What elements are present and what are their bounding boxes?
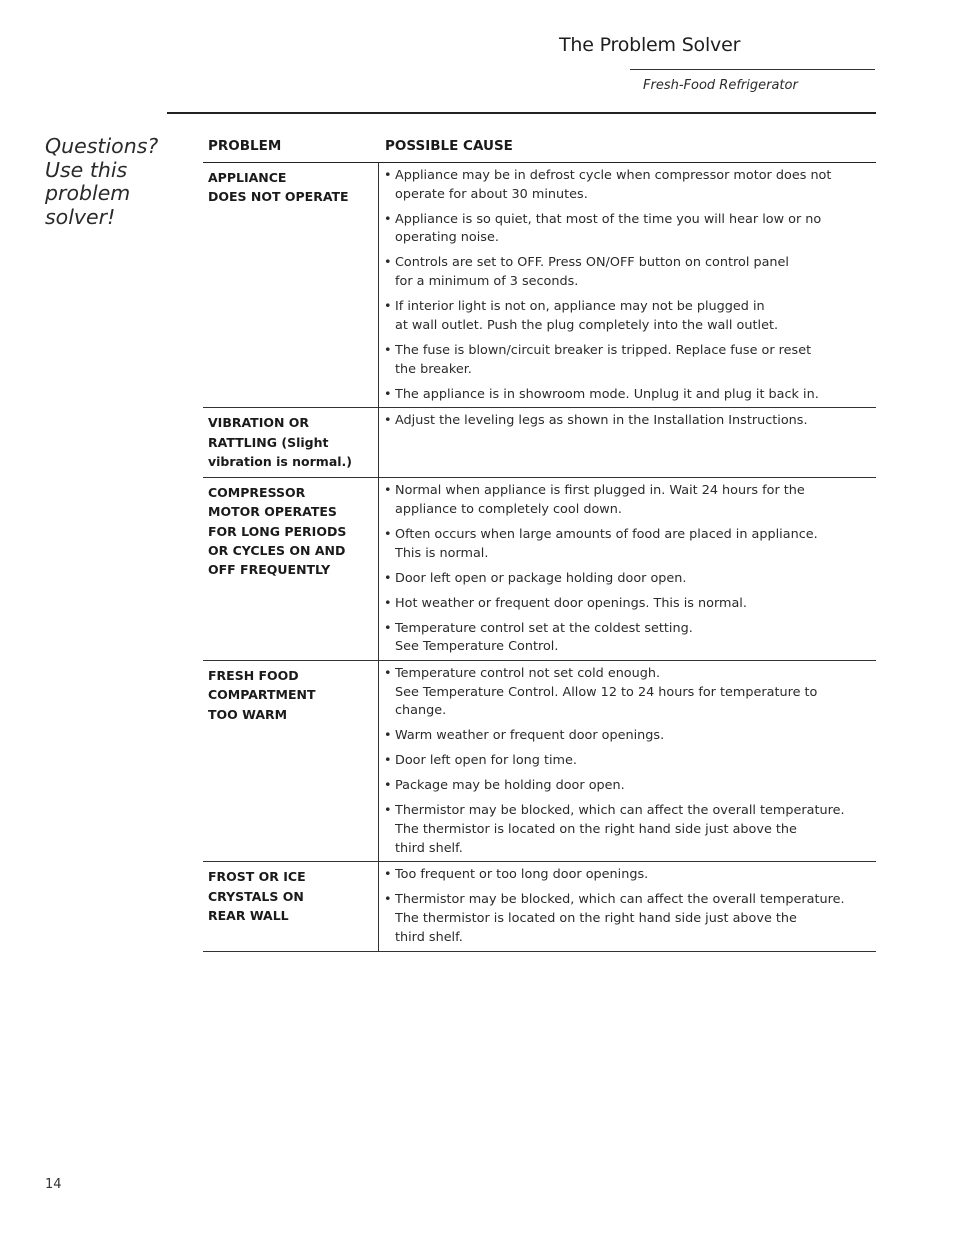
- cause-text-line: third shelf.: [395, 840, 463, 856]
- cause-item: [384, 570, 876, 589]
- cause-text: [395, 342, 876, 379]
- table-header: [203, 136, 876, 163]
- cause-text: [395, 254, 876, 291]
- cause-text-line: Door left open or package holding door open.: [395, 570, 687, 586]
- cause-item: [384, 777, 876, 796]
- cause-text-line: operating noise.: [395, 230, 499, 246]
- bullet-icon: •: [384, 211, 392, 227]
- section-subtitle: Fresh-Food Refrigerator: [643, 78, 798, 93]
- cause-text-line: Door left open for long time.: [395, 753, 577, 769]
- cause-item: [384, 482, 876, 519]
- cause-text: [395, 167, 876, 204]
- sidebar-question-line: Questions?: [45, 134, 159, 158]
- cause-text-line: Adjust the leveling legs as shown in the Installation Instructions.: [395, 413, 808, 429]
- header-divider-long: [167, 112, 876, 114]
- problem-label-line: VIBRATION OR: [208, 415, 310, 431]
- cause-text-line: Temperature control not set cold enough.: [395, 665, 661, 681]
- cause-item: [384, 211, 876, 248]
- cause-text: [395, 298, 876, 335]
- cause-text-line: This is normal.: [395, 545, 489, 561]
- problem-label-line: vibration is normal.): [208, 453, 353, 469]
- problem-cell: [203, 661, 379, 862]
- cause-text-line: Hot weather or frequent door openings. This is normal.: [395, 595, 747, 611]
- cause-text: [395, 665, 876, 721]
- bullet-icon: •: [384, 386, 392, 402]
- bullet-icon: •: [384, 570, 392, 586]
- cause-item: [384, 526, 876, 563]
- bullet-icon: •: [384, 168, 392, 183]
- cause-text-line: The thermistor is located on the right hand side just above the: [395, 822, 797, 838]
- problem-cell: [203, 478, 379, 660]
- cause-text-line: If interior light is not on, appliance may not be plugged in: [395, 299, 765, 315]
- column-header-problem: PROBLEM: [208, 138, 282, 154]
- cause-text-line: appliance to completely cool down.: [395, 501, 622, 517]
- problem-label-line: FROST OR ICE: [208, 869, 306, 885]
- cause-item: [384, 891, 876, 947]
- bullet-icon: •: [384, 753, 392, 769]
- cause-text-line: for a minimum of 3 seconds.: [395, 274, 579, 290]
- causes-cell: [379, 661, 876, 862]
- cause-text-line: operate for about 30 minutes.: [395, 186, 588, 202]
- cause-text-line: Appliance may be in defrost cycle when compressor motor does not: [395, 168, 832, 183]
- table-row: [203, 408, 876, 478]
- problem-cell: [203, 408, 379, 477]
- sidebar-question-line: problem: [45, 181, 131, 205]
- causes-cell: [379, 408, 876, 477]
- cause-item: [384, 665, 876, 721]
- cause-text: [395, 482, 876, 519]
- cause-item: [384, 254, 876, 291]
- cause-item: [384, 342, 876, 379]
- cause-item: [384, 727, 876, 746]
- cause-item: [384, 386, 876, 405]
- cause-text-line: Normal when appliance is first plugged in. Wait 24 hours for the: [395, 483, 805, 499]
- cause-text: [395, 526, 876, 563]
- cause-item: [384, 298, 876, 335]
- problem-label-line: TOO WARM: [208, 706, 288, 722]
- cause-text-line: See Temperature Control.: [395, 639, 559, 655]
- problem-label-line: OR CYCLES ON AND: [208, 543, 346, 558]
- bullet-icon: •: [384, 778, 392, 794]
- bullet-icon: •: [384, 665, 392, 681]
- page-title: The Problem Solver: [559, 34, 741, 56]
- problem-label-line: COMPARTMENT: [208, 687, 316, 703]
- cause-text-line: Appliance is so quiet, that most of the time you will hear low or no: [395, 211, 822, 227]
- cause-text: [395, 752, 876, 771]
- cause-text-line: Controls are set to OFF. Press ON/OFF button on control panel: [395, 255, 789, 271]
- problem-label-line: CRYSTALS ON: [208, 888, 304, 904]
- bullet-icon: •: [384, 299, 392, 315]
- cause-item: [384, 412, 876, 431]
- cause-text: [395, 570, 876, 589]
- cause-text: [395, 211, 876, 248]
- problem-cell: [203, 862, 379, 950]
- column-header-cause: POSSIBLE CAUSE: [385, 138, 513, 154]
- problem-label-line: COMPRESSOR: [208, 485, 306, 501]
- cause-text-line: The fuse is blown/circuit breaker is tripped. Replace fuse or reset: [395, 342, 812, 358]
- cause-text: [395, 727, 876, 746]
- cause-item: [384, 802, 876, 858]
- cause-item: [384, 866, 876, 885]
- problem-label-line: RATTLING (Slight: [208, 434, 329, 450]
- cause-text: [395, 595, 876, 614]
- bullet-icon: •: [384, 595, 392, 611]
- bullet-icon: •: [384, 728, 392, 744]
- bullet-icon: •: [384, 413, 392, 429]
- problem-label-line: FRESH FOOD: [208, 667, 299, 683]
- header-divider-short: [630, 69, 875, 70]
- cause-text: [395, 412, 876, 431]
- problem-label-line: OFF FREQUENTLY: [208, 562, 331, 578]
- bullet-icon: •: [384, 892, 392, 908]
- cause-text: [395, 620, 876, 657]
- cause-text-line: See Temperature Control. Allow 12 to 24 hours for temperature to: [395, 684, 818, 700]
- cause-text-line: change.: [395, 703, 447, 719]
- cause-text-line: at wall outlet. Push the plug completely into the wall outlet.: [395, 317, 779, 333]
- cause-item: [384, 595, 876, 614]
- cause-item: [384, 620, 876, 657]
- cause-text: [395, 386, 876, 405]
- problem-label-line: APPLIANCE: [208, 170, 287, 185]
- cause-text-line: Package may be holding door open.: [395, 778, 625, 794]
- bullet-icon: •: [384, 342, 392, 358]
- table-body: [203, 163, 876, 952]
- sidebar-question-line: solver!: [45, 204, 116, 229]
- bullet-icon: •: [384, 255, 392, 271]
- table-row: [203, 862, 876, 951]
- cause-text-line: The thermistor is located on the right hand side just above the: [395, 911, 797, 927]
- table-row: [203, 661, 876, 863]
- problem-solver-table: [203, 136, 876, 952]
- problem-label-line: FOR LONG PERIODS: [208, 523, 347, 539]
- cause-text-line: third shelf.: [395, 929, 463, 945]
- table-row: [203, 478, 876, 661]
- problem-label-line: DOES NOT OPERATE: [208, 189, 349, 205]
- cause-text-line: Warm weather or frequent door openings.: [395, 728, 665, 744]
- causes-cell: [379, 163, 876, 407]
- cause-text: [395, 777, 876, 796]
- table-row: [203, 163, 876, 408]
- cause-text: [395, 866, 876, 885]
- cause-item: [384, 167, 876, 204]
- sidebar-question-line: Use this: [45, 157, 128, 182]
- causes-cell: [379, 862, 876, 950]
- bullet-icon: •: [384, 620, 392, 636]
- cause-text-line: Too frequent or too long door openings.: [395, 867, 649, 883]
- problem-cell: [203, 163, 379, 407]
- problem-label-line: MOTOR OPERATES: [208, 504, 337, 520]
- cause-text-line: Thermistor may be blocked, which can affect the overall temperature.: [395, 803, 845, 819]
- cause-text: [395, 802, 876, 858]
- cause-text-line: Thermistor may be blocked, which can affect the overall temperature.: [395, 892, 845, 908]
- bullet-icon: •: [384, 483, 392, 499]
- cause-text-line: Temperature control set at the coldest setting.: [395, 620, 693, 636]
- cause-item: [384, 752, 876, 771]
- cause-text: [395, 891, 876, 947]
- page-number: 14: [45, 1177, 62, 1192]
- bullet-icon: •: [384, 526, 392, 542]
- problem-label-line: REAR WALL: [208, 908, 289, 924]
- cause-text-line: Often occurs when large amounts of food are placed in appliance.: [395, 526, 818, 542]
- bullet-icon: •: [384, 803, 392, 819]
- causes-cell: [379, 478, 876, 660]
- cause-text-line: the breaker.: [395, 361, 472, 377]
- cause-text-line: The appliance is in showroom mode. Unplug it and plug it back in.: [395, 386, 819, 402]
- bullet-icon: •: [384, 867, 392, 883]
- sidebar-question: [45, 135, 175, 229]
